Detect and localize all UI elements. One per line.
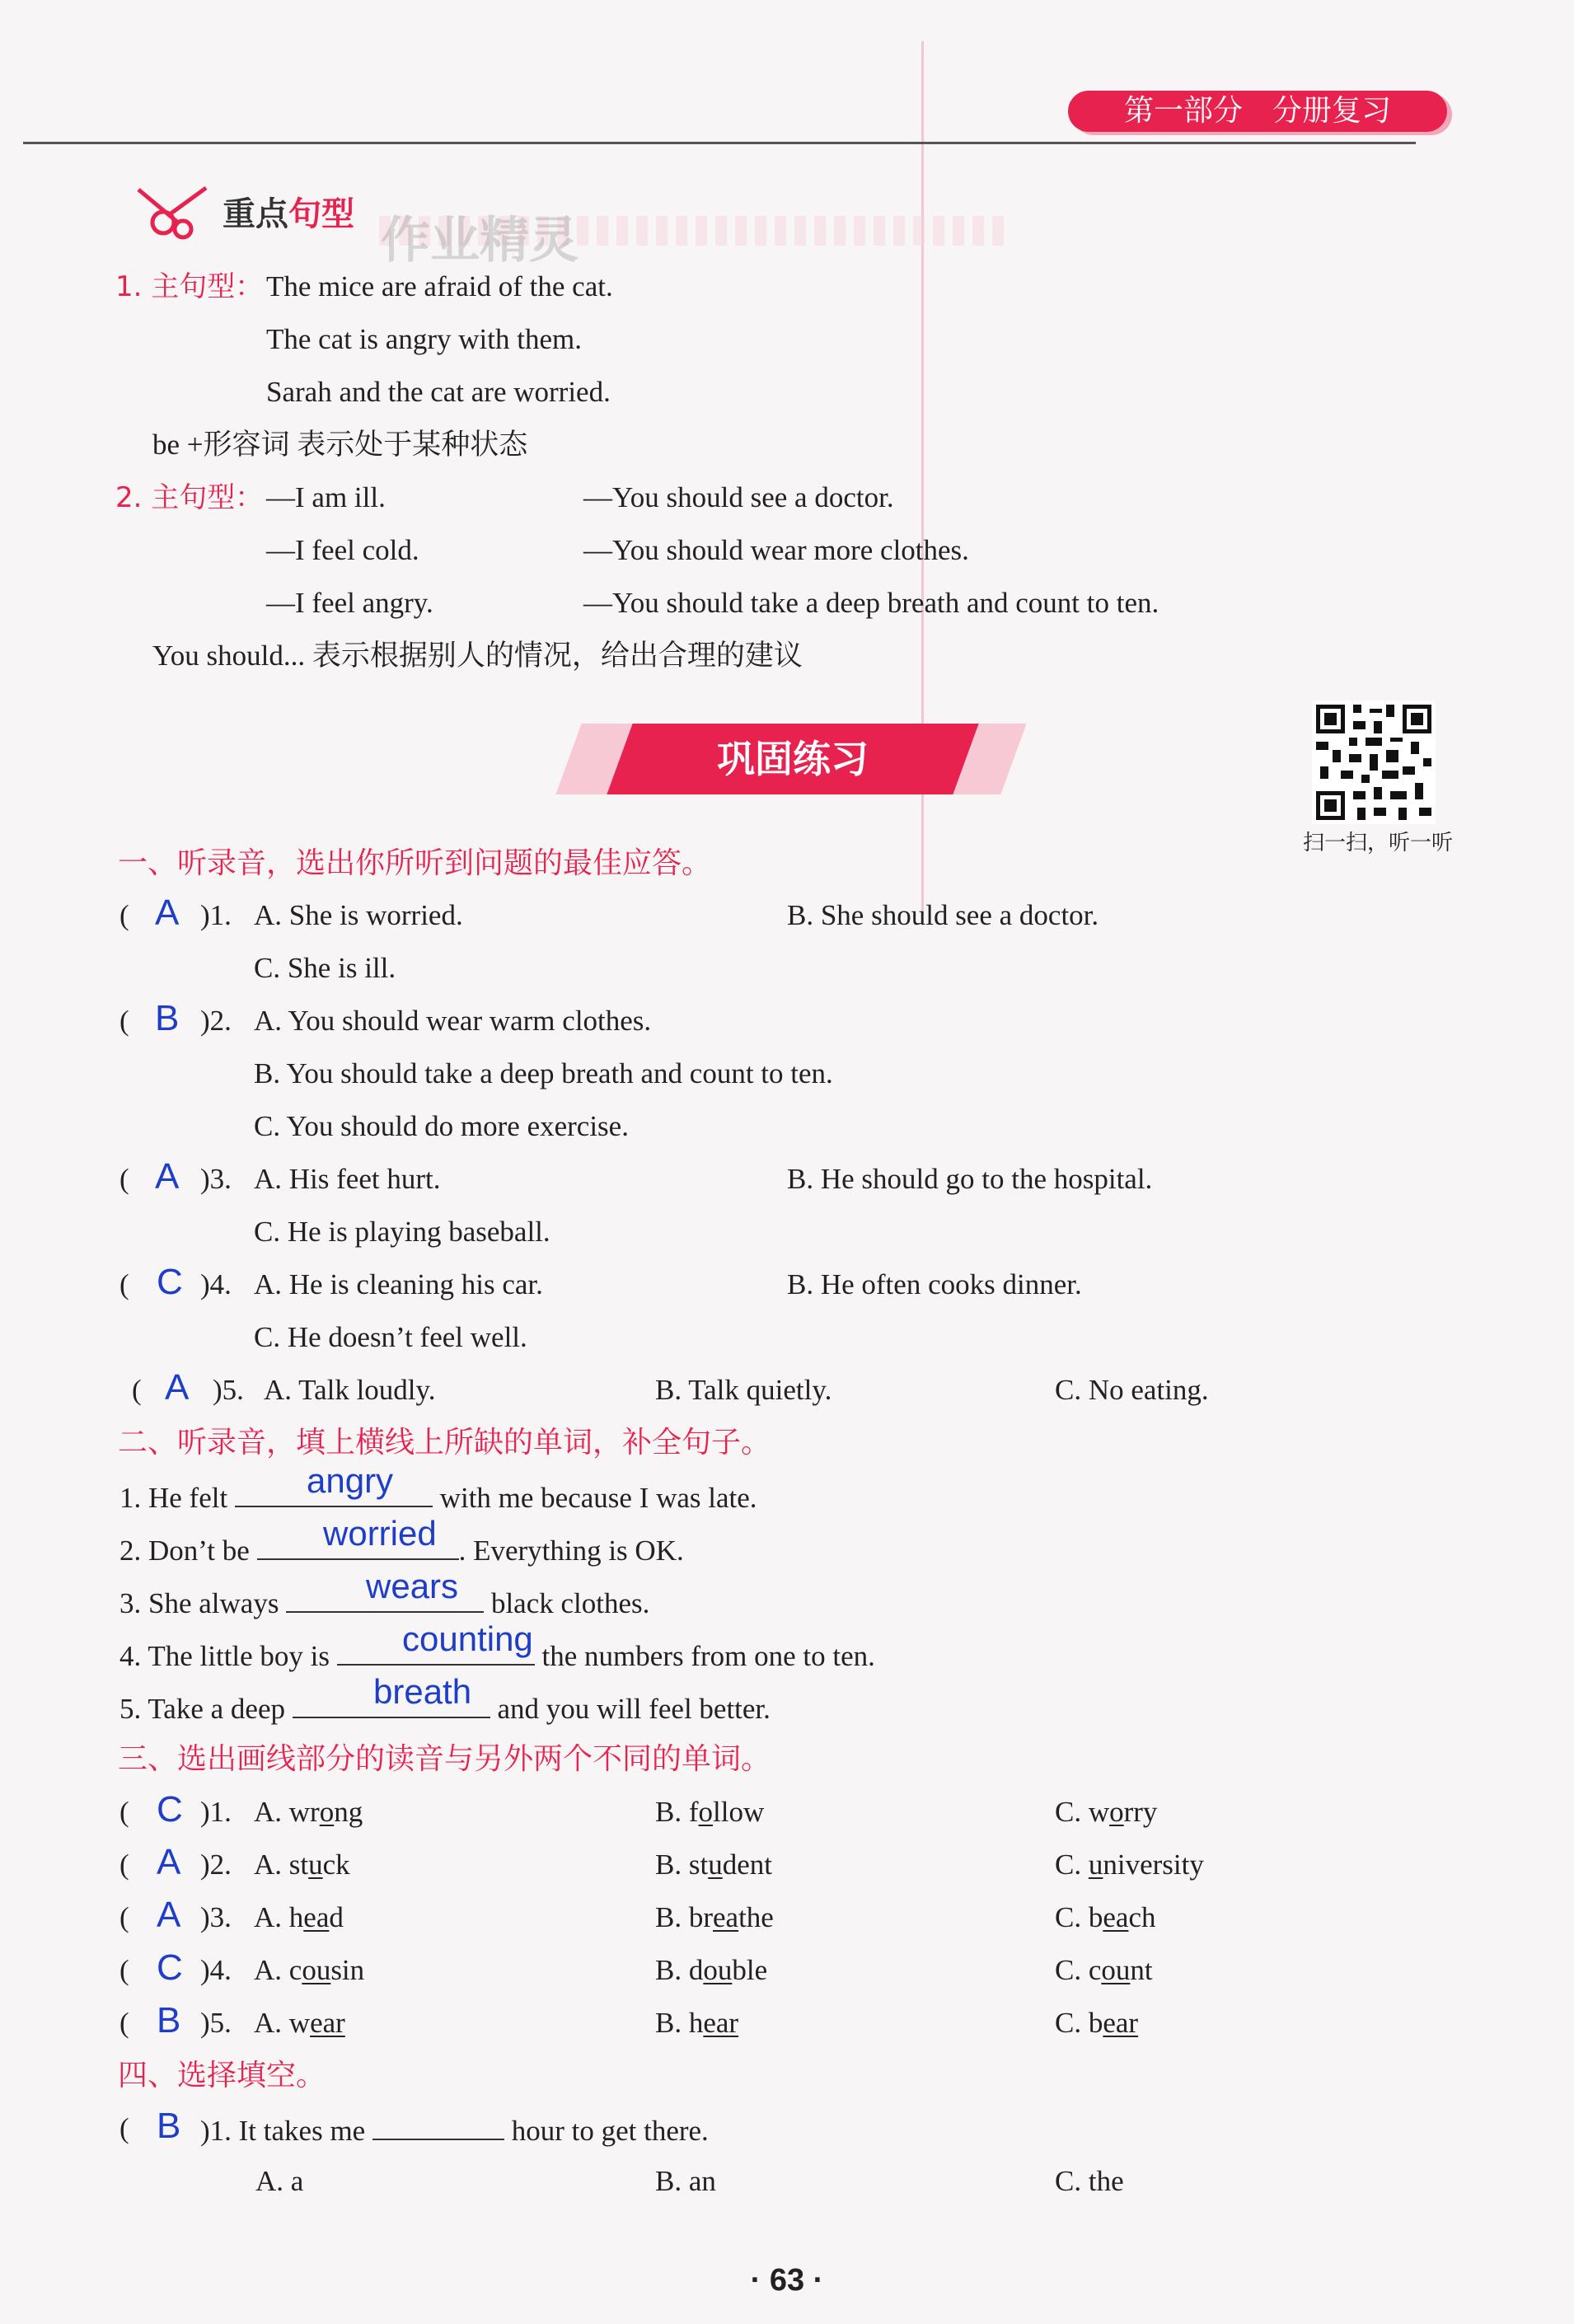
s1-q1-number: )1. [200, 899, 232, 931]
s2-item-1: 1. He felt with me because I was late. [119, 1482, 757, 1514]
s1-q3-option-b: B. He should go to the hospital. [787, 1163, 1153, 1195]
s1-q5-bracket: ( [132, 1374, 142, 1406]
scissors-icon [132, 183, 214, 249]
s3-q5-option-b: B. hear [655, 2007, 739, 2039]
s1-q3-answer: A [155, 1156, 180, 1197]
s3-q1-option-c: C. worry [1055, 1796, 1158, 1828]
s3-q5-answer: B [157, 2000, 181, 2041]
s1-q5-option-b: B. Talk quietly. [655, 1374, 832, 1406]
s1-q2-bracket: ( [119, 1005, 129, 1037]
pattern-2-question: —I am ill. [266, 481, 386, 513]
section-title-key-patterns: 重点句型 [223, 195, 354, 233]
s3-q1-option-b: B. follow [655, 1796, 765, 1828]
pattern-1-line: Sarah and the cat are worried. [266, 376, 611, 408]
pattern-2-answer: —You should take a deep breath and count to ten. [583, 587, 1159, 619]
s3-q4-bracket: ( [119, 1954, 129, 1986]
s2-item-3-answer: wears [366, 1567, 459, 1605]
s1-q4-number: )4. [200, 1268, 232, 1300]
s2-item-5-answer: breath [373, 1672, 472, 1711]
s1-q5-number: )5. [213, 1374, 244, 1406]
s3-q5-option-a: A. wear [254, 2007, 345, 2039]
s1-q4-option-a: A. He is cleaning his car. [254, 1268, 543, 1300]
s3-q3-option-a: A. head [254, 1901, 344, 1933]
s3-q4-answer: C [157, 1947, 183, 1988]
header-rule [23, 142, 1416, 144]
s3-q4-option-a: A. cousin [254, 1954, 365, 1986]
s1-q5-option-a: A. Talk loudly. [264, 1374, 436, 1406]
watermark: 作业精灵 [381, 212, 579, 269]
s3-q5-bracket: ( [119, 2007, 129, 2039]
page-number: · 63 · [750, 2263, 824, 2298]
s1-q1-answer: A [155, 893, 180, 933]
s3-q3-bracket: ( [119, 1901, 129, 1933]
s2-item-3: 3. She always black clothes. [119, 1587, 650, 1619]
practice-banner-text: 巩固练习 [717, 737, 869, 781]
pattern-2-answer: —You should see a doctor. [583, 481, 894, 513]
s3-q3-option-c: C. beach [1055, 1901, 1156, 1933]
s3-q1-bracket: ( [119, 1796, 129, 1828]
s2-item-2: 2. Don’t be . Everything is OK. [119, 1534, 684, 1567]
s3-q2-option-b: B. student [655, 1848, 772, 1881]
qr-code-icon [1312, 700, 1436, 824]
s4-q1-option-a: A. a [255, 2165, 304, 2197]
s4-q1-option-c: C. the [1055, 2165, 1124, 2197]
s2-item-2-answer: worried [323, 1514, 437, 1553]
s1-q5-option-c: C. No eating. [1055, 1374, 1209, 1406]
header-badge-text: 第一部分 分册复习 [1123, 94, 1391, 128]
s3-q2-option-c: C. university [1055, 1848, 1204, 1881]
s1-q1-option-b: B. She should see a doctor. [787, 899, 1099, 931]
s3-q4-option-c: C. count [1055, 1954, 1153, 1986]
s1-q2-answer: B [155, 998, 180, 1038]
pattern-2-note: You should... 表示根据别人的情况，给出合理的建议 [152, 640, 803, 672]
section-1-title: 一、听录音，选出你所听到问题的最佳应答。 [118, 846, 712, 880]
s4-q1-answer: B [157, 2106, 181, 2146]
s3-q3-number: )3. [200, 1901, 232, 1933]
pattern-2-question: —I feel cold. [266, 534, 419, 566]
s1-q3-bracket: ( [119, 1163, 129, 1195]
s1-q2-option-b: B. You should take a deep breath and count to ten. [254, 1057, 833, 1089]
s1-q2-option-a: A. You should wear warm clothes. [254, 1005, 652, 1037]
s3-q4-option-b: B. double [655, 1954, 768, 1986]
s1-q1-bracket: ( [119, 899, 129, 931]
pattern-1-line: The cat is angry with them. [266, 323, 582, 355]
s2-item-4-answer: counting [402, 1619, 533, 1658]
s3-q3-answer: A [157, 1895, 181, 1935]
s1-q5-answer: A [165, 1367, 190, 1408]
s3-q2-bracket: ( [119, 1848, 129, 1881]
s4-q1-option-b: B. an [655, 2165, 716, 2197]
s1-q3-number: )3. [200, 1163, 232, 1195]
pattern-2-answer: —You should wear more clothes. [583, 534, 969, 566]
s1-q1-option-a: A. She is worried. [254, 899, 463, 931]
section-4-title: 四、选择填空。 [118, 2059, 326, 2092]
s3-q5-number: )5. [200, 2007, 232, 2039]
s3-q1-number: )1. [200, 1796, 232, 1828]
s3-q3-option-b: B. breathe [655, 1901, 774, 1933]
s1-q2-number: )2. [200, 1005, 232, 1037]
s1-q4-option-b: B. He often cooks dinner. [787, 1268, 1082, 1300]
s4-q1-bracket: ( [119, 2112, 129, 2144]
s1-q4-answer: C [157, 1262, 183, 1302]
s1-q3-option-c: C. He is playing baseball. [254, 1216, 550, 1248]
s1-q3-option-a: A. His feet hurt. [254, 1163, 441, 1195]
s2-item-5: 5. Take a deep and you will feel better. [119, 1693, 771, 1725]
s3-q2-number: )2. [200, 1848, 232, 1881]
s1-q4-option-c: C. He doesn’t feel well. [254, 1321, 527, 1353]
s1-q4-bracket: ( [119, 1268, 129, 1300]
s3-q4-number: )4. [200, 1954, 232, 1986]
pattern-2-question: —I feel angry. [266, 587, 433, 619]
section-3-title: 三、选出画线部分的读音与另外两个不同的单词。 [118, 1742, 771, 1776]
s2-item-4: 4. The little boy is the numbers from one to ten. [119, 1640, 875, 1672]
pattern-1-line: The mice are afraid of the cat. [266, 270, 613, 302]
s3-q2-option-a: A. stuck [254, 1848, 350, 1881]
pattern-1-note: be +形容词 表示处于某种状态 [152, 429, 528, 461]
s3-q2-answer: A [157, 1842, 181, 1882]
s3-q1-answer: C [157, 1789, 183, 1830]
s4-q1-stem: )1. It takes me hour to get there. [200, 2115, 709, 2147]
answer-blank[interactable] [372, 2114, 504, 2140]
s1-q1-option-c: C. She is ill. [254, 952, 396, 984]
pattern-1-label: 1. 主句型： [115, 270, 264, 303]
qr-caption: 扫一扫，听一听 [1302, 831, 1453, 855]
s3-q1-option-a: A. wrong [254, 1796, 363, 1828]
s3-q5-option-c: C. bear [1055, 2007, 1139, 2039]
section-2-title: 二、听录音，填上横线上所缺的单词，补全句子。 [118, 1426, 771, 1460]
pattern-2-label: 2. 主句型： [115, 481, 264, 514]
s1-q2-option-c: C. You should do more exercise. [254, 1110, 629, 1142]
s2-item-1-answer: angry [307, 1461, 394, 1500]
